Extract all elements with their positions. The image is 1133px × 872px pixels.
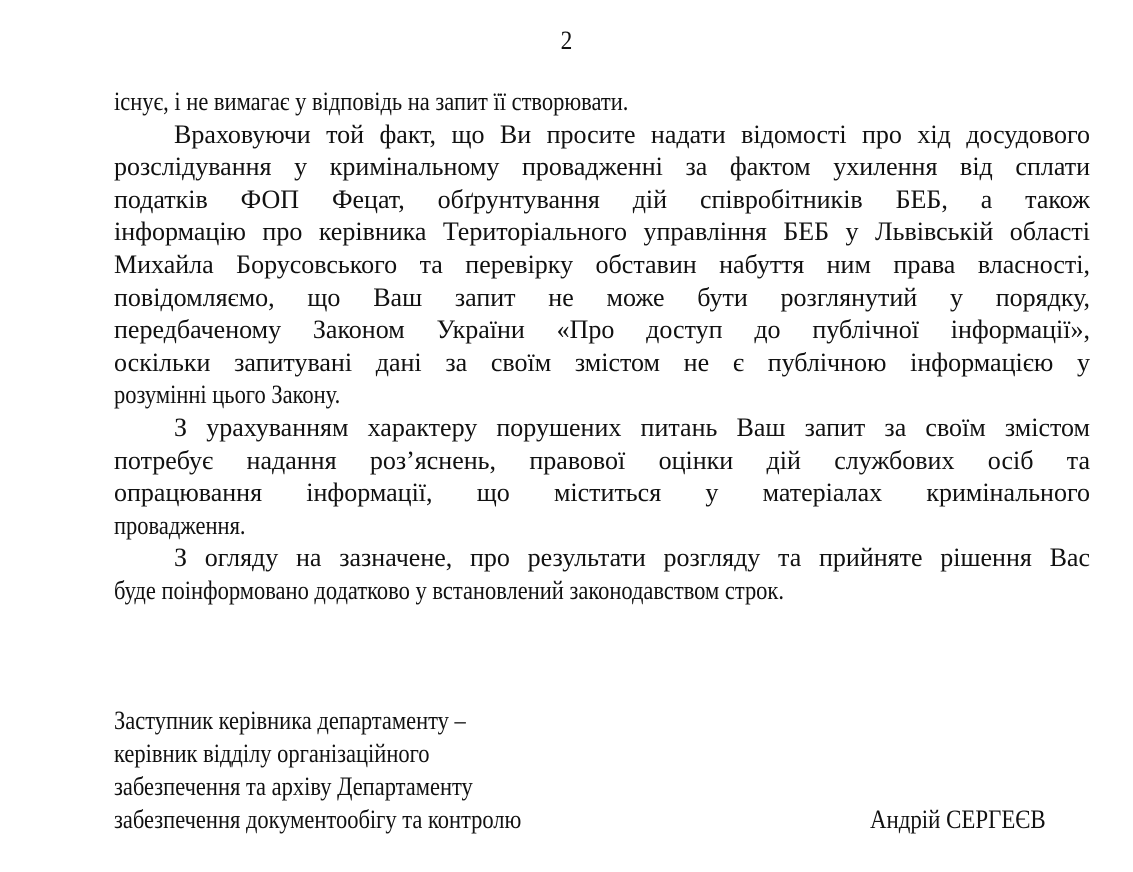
signer-title-line [114, 770, 1090, 803]
body-line [114, 249, 1090, 282]
signer-name: Андрій СЕРГЕЄВ [870, 805, 1046, 834]
paragraph-3-line [114, 542, 1090, 575]
body-line-text: Враховуючи той факт, що Ви просите надати відомості про хід досудового [174, 119, 1090, 149]
body-line-text: існує, і не вимагає у відповідь на запит її створювати. [114, 87, 629, 116]
body-line [114, 477, 1090, 510]
body-line-text: Михайла Борусовського та перевірку обставин набуття ним права власності, [114, 249, 1090, 279]
body-line-text: розумінні цього Закону. [114, 380, 341, 410]
paragraph-1-line [114, 119, 1090, 152]
body-line-text: опрацювання інформації, що міститься у матеріалах кримінального [114, 478, 1090, 508]
body-line [114, 151, 1090, 184]
letter-body [114, 86, 1090, 608]
body-line [114, 510, 1090, 543]
body-line-text: провадження. [114, 510, 246, 540]
body-line [114, 347, 1090, 380]
body-line-text: повідомляємо, що Ваш запит не може бути розглянутий у порядку, [114, 282, 1090, 312]
body-line-text: оскільки запитувані дані за своїм змістом не є публічною інформацією у [114, 347, 1090, 377]
body-line [114, 86, 1090, 119]
body-line [114, 445, 1090, 478]
body-line-text: З урахуванням характеру порушених питань Ваш запит за своїм змістом [174, 412, 1090, 442]
page-number: 2 [560, 26, 573, 55]
body-line-text: потребує надання роз’яснень, правової оцінки дій службових осіб та [114, 445, 1090, 475]
body-line [114, 184, 1090, 217]
body-line [114, 379, 1090, 412]
body-line-text: податків ФОП Фецат, обґрунтування дій співробітників БЕБ, а також [114, 184, 1090, 214]
body-line [114, 282, 1090, 315]
signer-title-text: керівник відділу організаційного [114, 739, 430, 768]
signer-title-line [114, 704, 1090, 737]
body-line-text: інформацію про керівника Територіального управління БЕБ у Львівській області [114, 217, 1090, 247]
body-line-text: З огляду на зазначене, про результати розгляду та прийняте рішення Вас [174, 543, 1090, 573]
body-line [114, 314, 1090, 347]
paragraph-2-line [114, 412, 1090, 445]
signer-title-text: Заступник керівника департаменту – [114, 706, 466, 735]
body-line-text: розслідування у кримінальному провадженні за фактом ухилення від сплати [114, 152, 1090, 182]
body-line [114, 216, 1090, 249]
signer-title-text: забезпечення документообігу та контролю [114, 805, 522, 834]
body-line [114, 575, 1090, 608]
body-line-text: передбаченому Законом України «Про доступ до публічної інформації», [114, 315, 1090, 345]
signature-block [114, 704, 1090, 836]
signer-title-line [114, 737, 1090, 770]
signer-title-text: забезпечення та архіву Департаменту [114, 772, 473, 801]
body-line-text: буде поінформовано додатково у встановлений законодавством строк. [114, 575, 784, 605]
